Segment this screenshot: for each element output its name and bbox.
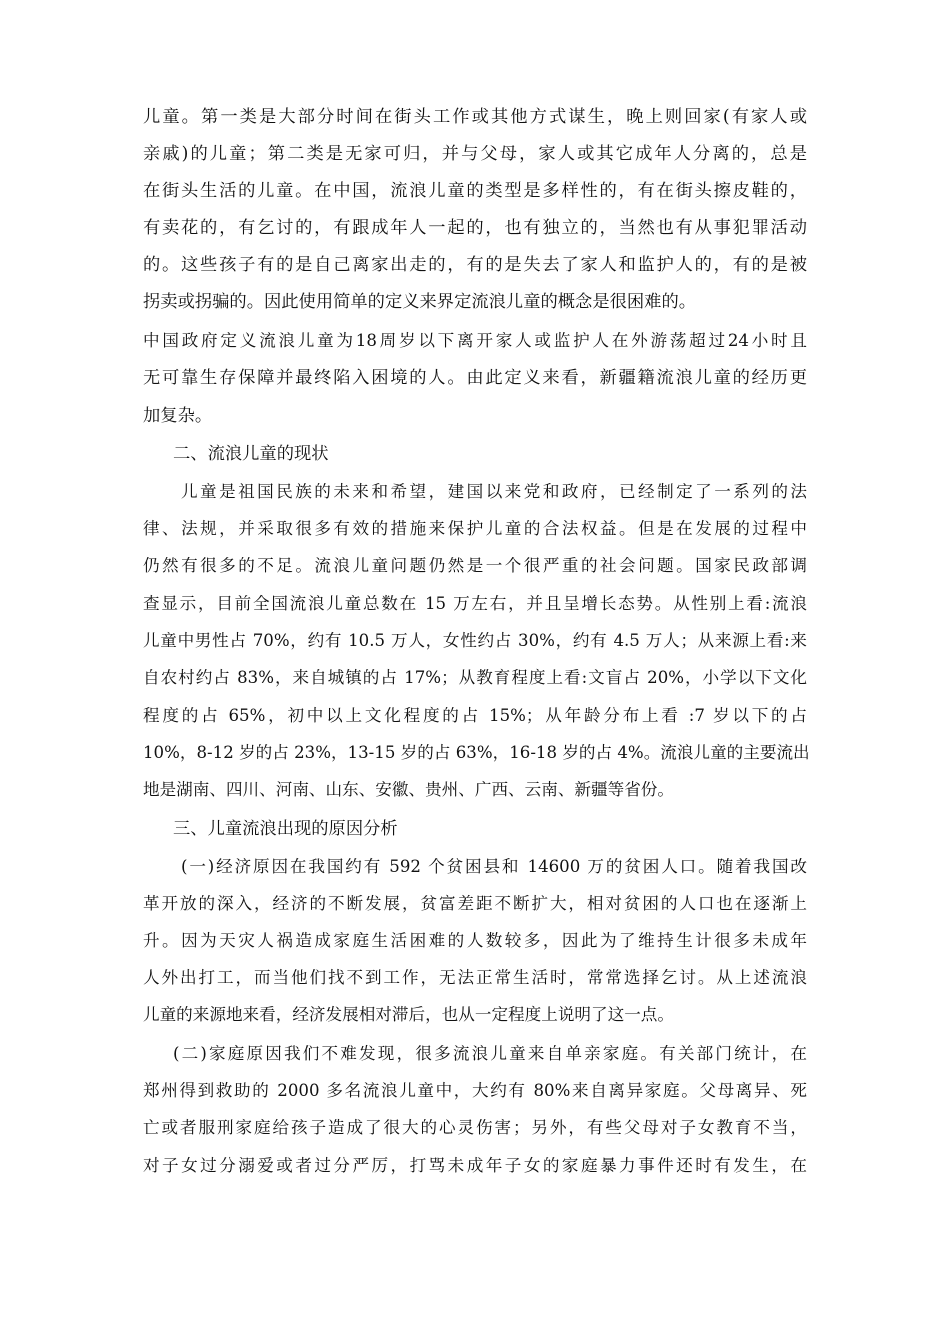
body-line: 儿童。第一类是大部分时间在街头工作或其他方式谋生，晚上则回家(有家人或 xyxy=(143,107,807,127)
section-heading: 三、儿童流浪出现的原因分析 xyxy=(173,819,398,839)
body-line: 升。因为天灾人祸造成家庭生活困难的人数较多，因此为了维持生计很多未成年 xyxy=(143,931,807,950)
body-line: 有卖花的，有乞讨的，有跟成年人一起的，也有独立的，当然也有从事犯罪活动 xyxy=(143,218,807,238)
body-line: 无可靠生存保障并最终陷入困境的人。由此定义来看，新疆籍流浪儿童的经历更 xyxy=(143,368,807,388)
body-line: 对子女过分溺爱或者过分严厉，打骂未成年子女的家庭暴力事件还时有发生，在 xyxy=(143,1156,807,1175)
section-heading: 二、流浪儿童的现状 xyxy=(173,444,329,464)
body-line: 亲戚)的儿童；第二类是无家可归，并与父母，家人或其它成年人分离的，总是 xyxy=(143,144,807,164)
body-line: 查显示，目前全国流浪儿童总数在 15 万左右，并且呈增长态势。从性别上看:流浪 xyxy=(143,594,807,613)
body-line: 地是湖南、四川、河南、山东、安徽、贵州、广西、云南、新疆等省份。 xyxy=(143,780,674,799)
body-line: 儿童中男性占 70%，约有 10.5 万人，女性约占 30%，约有 4.5 万人；从来源上看:来 xyxy=(143,631,807,650)
body-line: 中国政府定义流浪儿童为18周岁以下离开家人或监护人在外游荡超过24小时且 xyxy=(143,331,807,350)
body-line: 程度的占 65%，初中以上文化程度的占 15%；从年龄分布上看 :7 岁以下的占 xyxy=(143,706,807,725)
body-line: 加复杂。 xyxy=(143,406,213,426)
body-line: 人外出打工，而当他们找不到工作，无法正常生活时，常常选择乞讨。从上述流浪 xyxy=(143,968,807,987)
body-line: (二)家庭原因我们不难发现，很多流浪儿童来自单亲家庭。有关部门统计，在 xyxy=(173,1044,807,1063)
body-line: 革开放的深入，经济的不断发展，贫富差距不断扩大，相对贫困的人口也在逐渐上 xyxy=(143,894,807,913)
body-line: 拐卖或拐骗的。因此使用简单的定义来界定流浪儿童的概念是很困难的。 xyxy=(143,292,697,312)
body-line: 律、法规，并采取很多有效的措施来保护儿童的合法权益。但是在发展的过程中 xyxy=(143,519,807,538)
body-line: 在街头生活的儿童。在中国，流浪儿童的类型是多样性的，有在街头擦皮鞋的， xyxy=(143,181,807,201)
body-line: 郑州得到救助的 2000 多名流浪儿童中，大约有 80%来自离异家庭。父母离异、死 xyxy=(143,1081,807,1100)
body-line: 儿童的来源地来看，经济发展相对滞后，也从一定程度上说明了这一点。 xyxy=(143,1005,674,1024)
body-line: (一)经济原因在我国约有 592 个贫困县和 14600 万的贫困人口。随着我国改 xyxy=(181,857,807,876)
body-line: 10%，8-12 岁的占 23%，13-15 岁的占 63%，16-18 岁的占 4%。流浪儿童的主要流出 xyxy=(143,743,810,762)
body-line: 儿童是祖国民族的未来和希望，建国以来党和政府，已经制定了一系列的法 xyxy=(181,482,807,501)
body-line: 亡或者服刑家庭给孩子造成了很大的心灵伤害；另外，有些父母对子女教育不当， xyxy=(143,1118,807,1137)
body-line: 的。这些孩子有的是自己离家出走的，有的是失去了家人和监护人的，有的是被 xyxy=(143,255,807,275)
body-line: 自农村约占 83%，来自城镇的占 17%；从教育程度上看:文盲占 20%，小学以下文化 xyxy=(143,668,807,687)
body-line: 仍然有很多的不足。流浪儿童问题仍然是一个很严重的社会问题。国家民政部调 xyxy=(143,556,807,575)
